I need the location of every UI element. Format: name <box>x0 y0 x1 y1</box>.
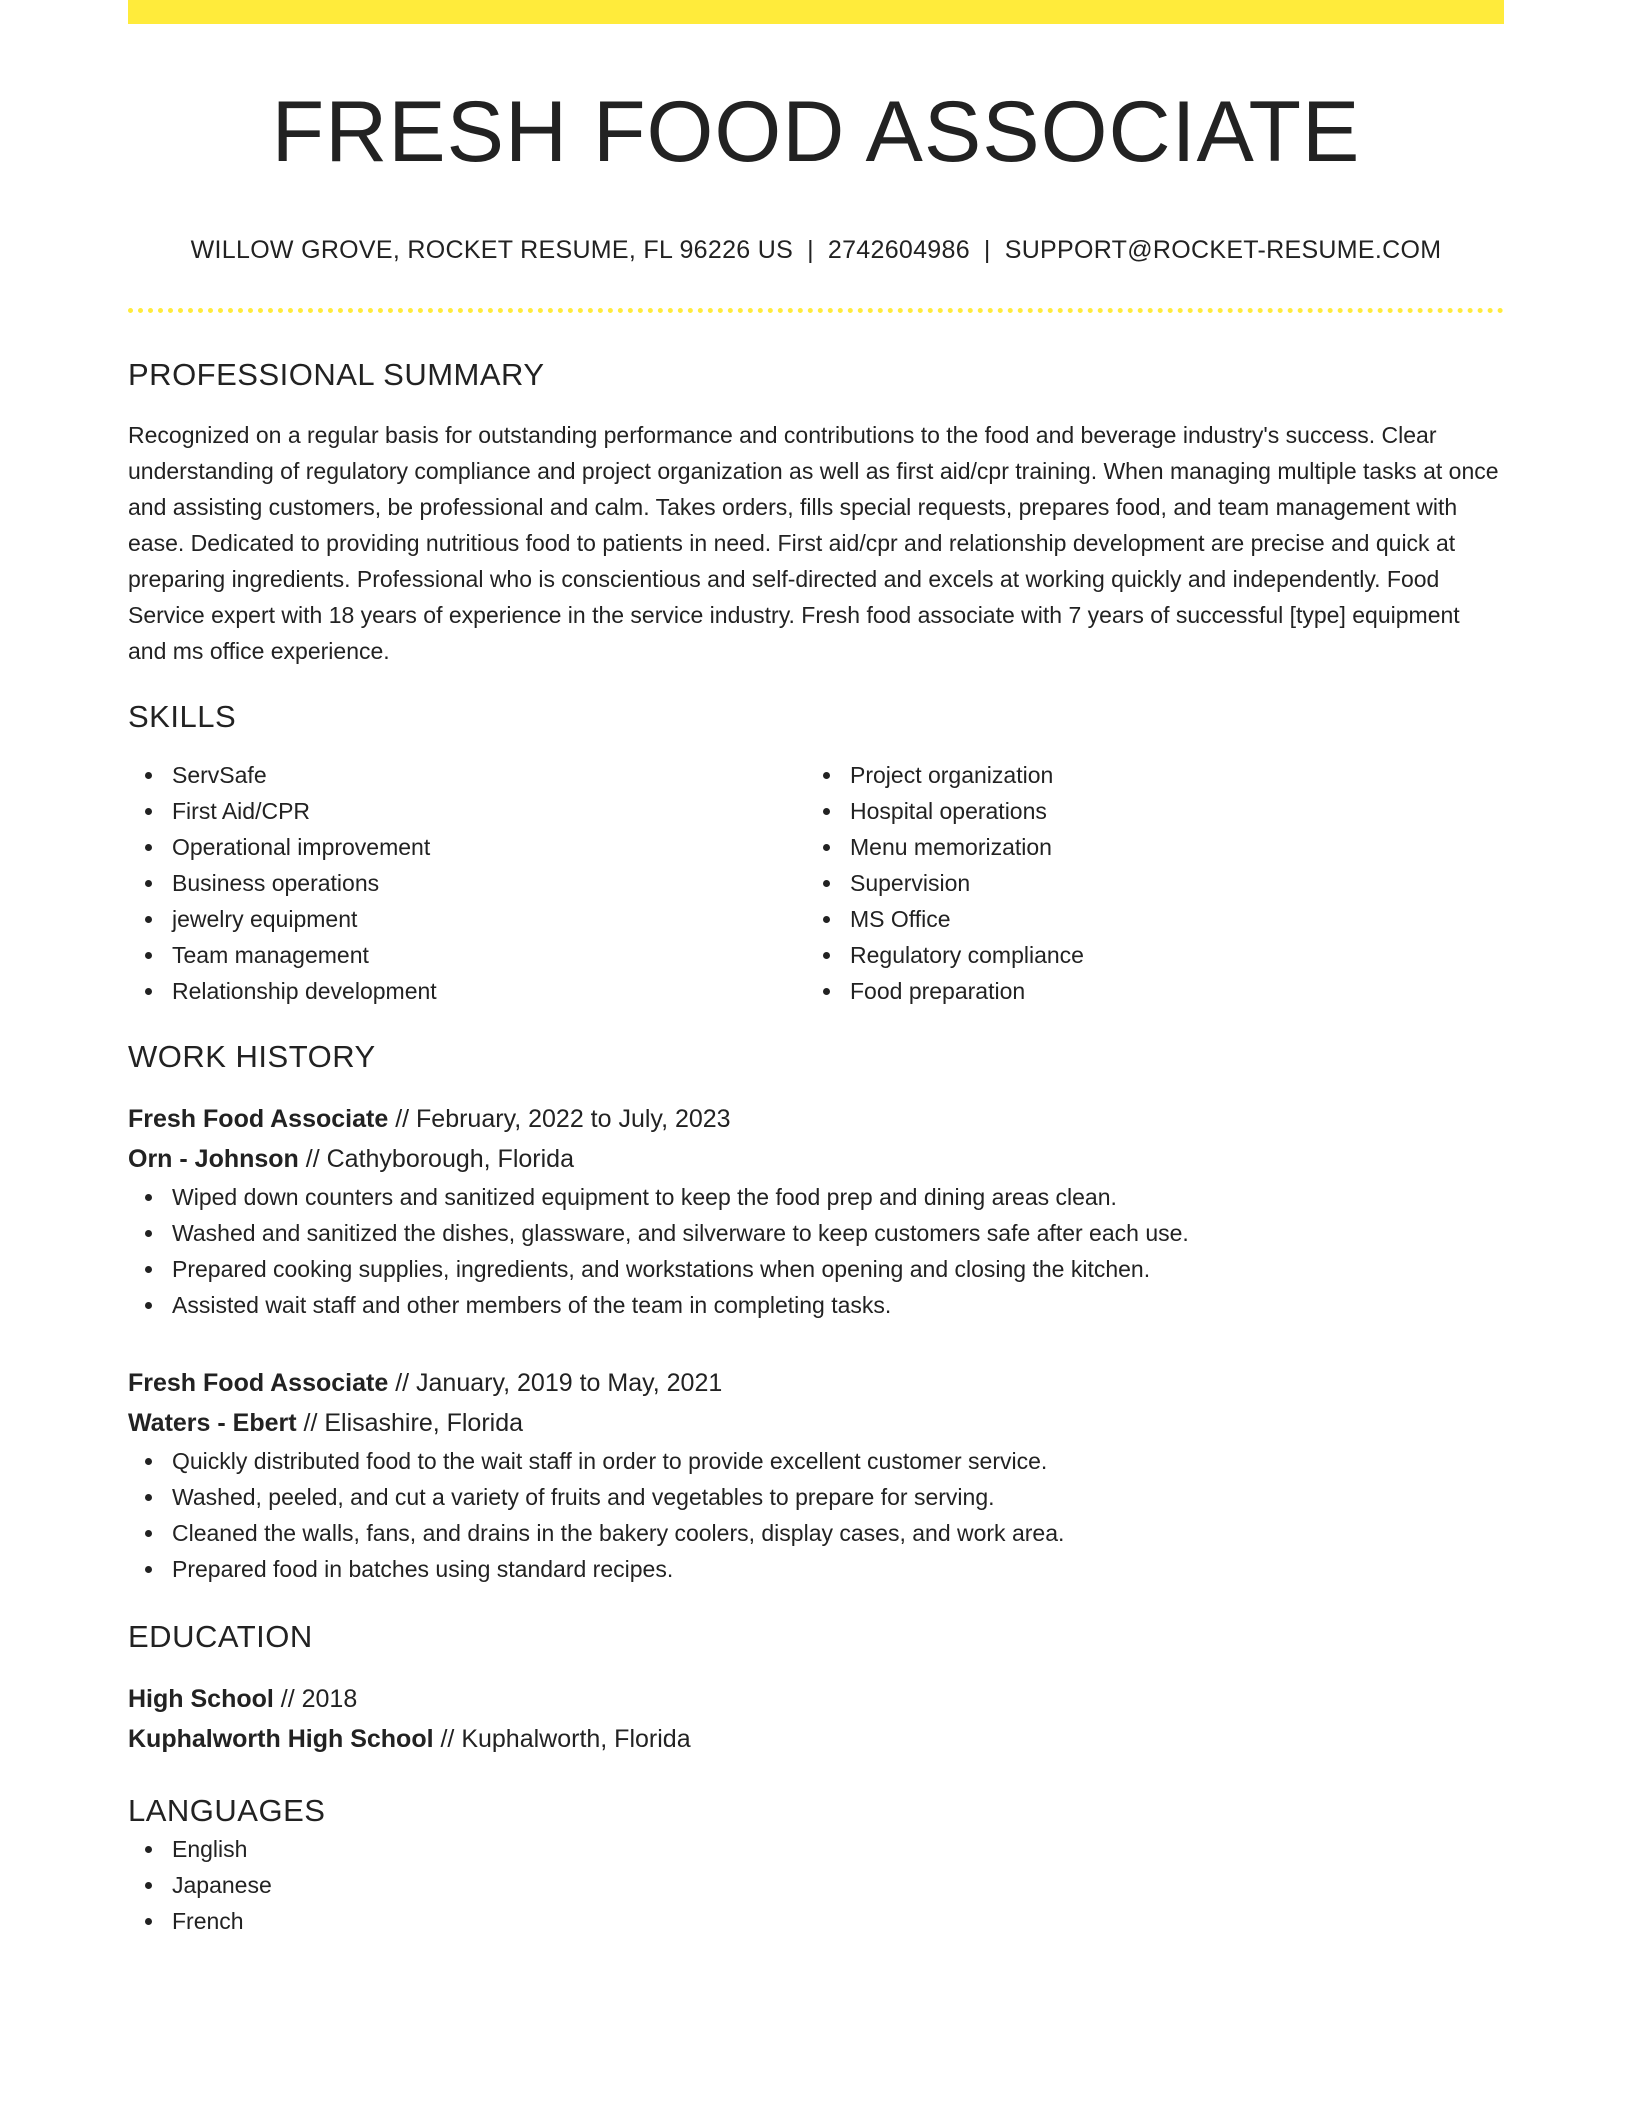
job-duty-item: Prepared cooking supplies, ingredients, and workstations when opening and closing the kitchen. <box>128 1251 1504 1287</box>
job-location: // Elisashire, Florida <box>296 1409 524 1437</box>
job-duty-item: Prepared food in batches using standard recipes. <box>128 1551 1504 1587</box>
job-company: Orn - Johnson <box>128 1145 299 1173</box>
education-school: Kuphalworth High School <box>128 1725 434 1753</box>
language-item: French <box>128 1903 1504 1939</box>
education-entry <box>128 1679 1504 1759</box>
job-role: Fresh Food Associate <box>128 1369 389 1397</box>
skills-column-left <box>128 757 806 1009</box>
job-duties-list <box>128 1443 1504 1587</box>
job-title-line <box>128 1099 1504 1139</box>
contact-address: WILLOW GROVE, ROCKET RESUME, FL 96226 US <box>190 236 794 264</box>
skill-item: Menu memorization <box>806 829 1484 865</box>
education-heading: EDUCATION <box>128 1619 313 1654</box>
job-title-line <box>128 1363 1504 1403</box>
job-duty-item: Quickly distributed food to the wait staff in order to provide excellent customer service. <box>128 1443 1504 1479</box>
skills-heading: SKILLS <box>128 699 237 734</box>
contact-line <box>128 234 1504 266</box>
work-history-heading: WORK HISTORY <box>128 1039 376 1074</box>
skills-grid <box>128 757 1504 1009</box>
contact-separator: | <box>807 236 814 264</box>
dotted-divider <box>128 308 1504 313</box>
job-duty-item: Washed and sanitized the dishes, glassware, and silverware to keep customers safe after each use. <box>128 1215 1504 1251</box>
job-role: Fresh Food Associate <box>128 1105 389 1133</box>
skill-item: Team management <box>128 937 806 973</box>
resume-name: FRESH FOOD ASSOCIATE <box>271 84 1361 180</box>
skill-item: Relationship development <box>128 973 806 1009</box>
skill-item: Project organization <box>806 757 1484 793</box>
job-duty-item: Cleaned the walls, fans, and drains in the bakery coolers, display cases, and work area. <box>128 1515 1504 1551</box>
job-dates: // February, 2022 to July, 2023 <box>388 1105 731 1133</box>
job-entry <box>128 1363 1504 1587</box>
accent-top-bar <box>128 0 1504 24</box>
language-item: Japanese <box>128 1867 1504 1903</box>
job-location: // Cathyborough, Florida <box>298 1145 574 1173</box>
skills-column-right <box>806 757 1484 1009</box>
summary-text: Recognized on a regular basis for outstanding performance and contributions to the food and beverage industry's success. Clear understanding of regulatory compliance and project organization as well as first aid/cpr training. When managing multiple tasks at once and assisting customers, be professional and calm. Takes orders, fills special requests, prepares food, and team management with ease. Dedicated to providing nutritious food to patients in need. First aid/cpr and relationship development are precise and quick at preparing ingredients. Professional who is conscientious and self-directed and excels at working quickly and independently. Food Service expert with 18 years of experience in the service industry. Fresh food associate with 7 years of successful [type] equipment and ms office experience. <box>128 422 1499 664</box>
education-school-line <box>128 1719 1504 1759</box>
skill-item: Hospital operations <box>806 793 1484 829</box>
contact-phone: 2742604986 <box>827 236 970 264</box>
education-location: // Kuphalworth, Florida <box>433 1725 691 1753</box>
job-employer-line <box>128 1403 1504 1443</box>
languages-list <box>128 1831 1504 1939</box>
contact-email: SUPPORT@ROCKET-RESUME.COM <box>1004 236 1442 264</box>
skill-item: Business operations <box>128 865 806 901</box>
job-duty-item: Washed, peeled, and cut a variety of fruits and vegetables to prepare for serving. <box>128 1479 1504 1515</box>
job-duty-item: Wiped down counters and sanitized equipment to keep the food prep and dining areas clean. <box>128 1179 1504 1215</box>
skill-item: jewelry equipment <box>128 901 806 937</box>
skill-item: Food preparation <box>806 973 1484 1009</box>
language-item: English <box>128 1831 1504 1867</box>
resume-page <box>128 0 1504 1939</box>
job-duty-item: Assisted wait staff and other members of the team in completing tasks. <box>128 1287 1504 1323</box>
job-duties-list <box>128 1179 1504 1323</box>
job-entry <box>128 1099 1504 1323</box>
contact-separator: | <box>983 236 991 264</box>
languages-heading: LANGUAGES <box>128 1793 326 1828</box>
education-degree: High School <box>128 1685 274 1713</box>
job-employer-line <box>128 1139 1504 1179</box>
skill-item: Operational improvement <box>128 829 806 865</box>
skill-item: MS Office <box>806 901 1484 937</box>
education-year: // 2018 <box>273 1685 358 1713</box>
skill-item: First Aid/CPR <box>128 793 806 829</box>
skill-item: ServSafe <box>128 757 806 793</box>
job-company: Waters - Ebert <box>128 1409 297 1437</box>
skill-item: Supervision <box>806 865 1484 901</box>
skill-item: Regulatory compliance <box>806 937 1484 973</box>
job-dates: // January, 2019 to May, 2021 <box>388 1369 723 1397</box>
summary-heading: PROFESSIONAL SUMMARY <box>128 357 545 392</box>
education-degree-line <box>128 1679 1504 1719</box>
